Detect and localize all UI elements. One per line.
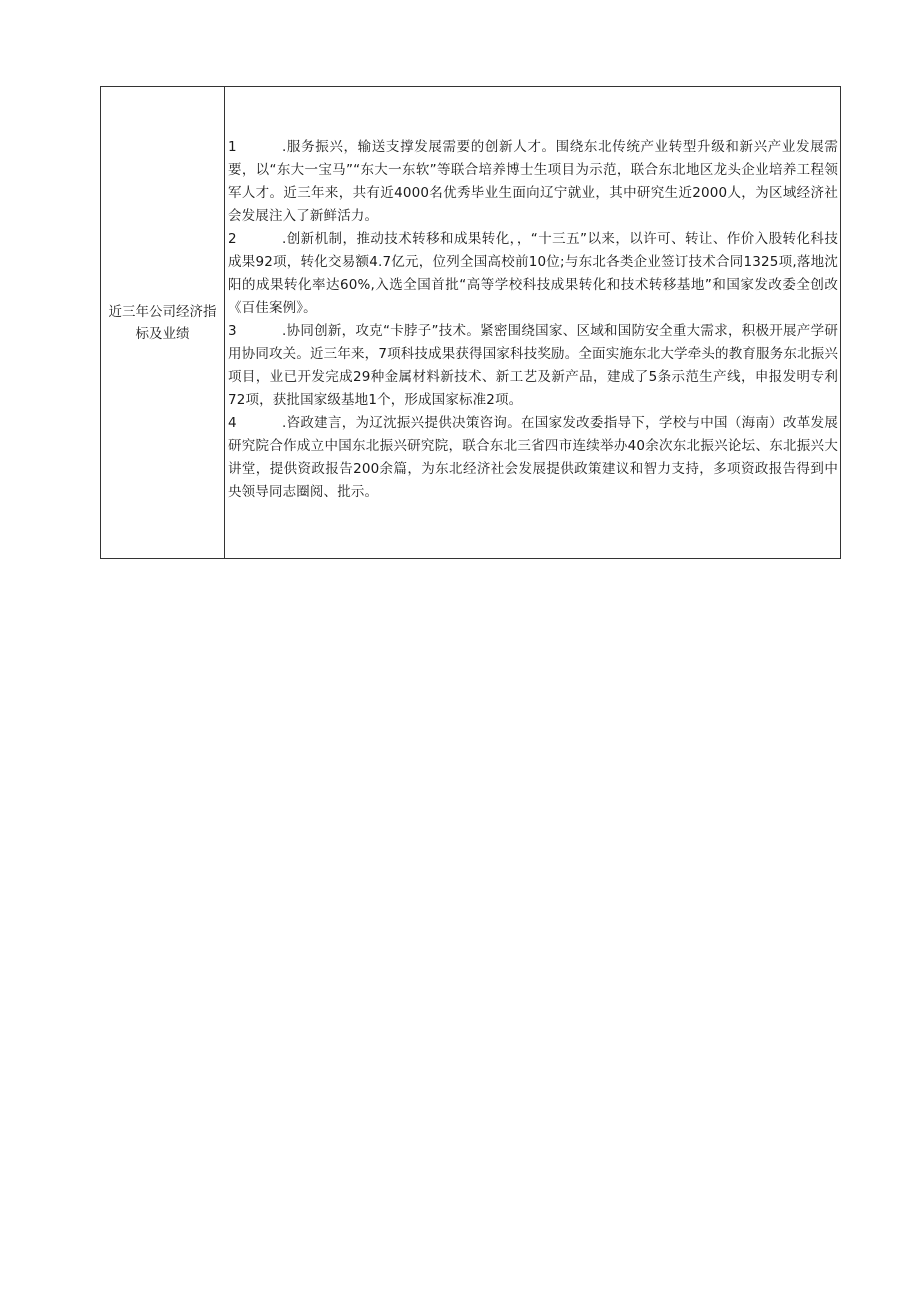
list-item-2	[228, 228, 838, 320]
list-item-number: 4	[228, 415, 237, 431]
list-item-text: .协同创新，攻克“卡脖子”技术。紧密围绕国家、区域和国防安全重大需求，积极开展产学研用协同攻关。近三年来，7项科技成果获得国家科技奖励。全面实施东北大学牵头的教育服务东北振兴项目，业已开发完成29种金属材料新技术、新工艺及新产品，建成了5条示范生产线，申报发明专利72项，获批国家级基地1个，形成国家标准2项。	[228, 323, 838, 408]
list-item-text: .咨政建言，为辽沈振兴提供决策咨询。在国家发改委指导下，学校与中国（海南）改革发展研究院合作成立中国东北振兴研究院，联合东北三省四市连续举办40余次东北振兴论坛、东北振兴大讲堂，提供资政报告200余篇，为东北经济社会发展提供政策建议和智力支持，多项资政报告得到中央领导同志圈阅、批示。	[228, 415, 838, 500]
list-item-text: .服务振兴，输送支撑发展需要的创新人才。围绕东北传统产业转型升级和新兴产业发展需要，以“东大一宝马”“东大一东软”等联合培养博士生项目为示范，联合东北地区龙头企业培养工程领军人才。近三年来，共有近4000名优秀毕业生面向辽宁就业，其中研究生近2000人，为区域经济社会发展注入了新鲜活力。	[228, 139, 838, 224]
row-content-cell	[225, 87, 840, 558]
list-item-4	[228, 412, 838, 504]
info-table	[100, 86, 841, 559]
list-item-3	[228, 320, 838, 412]
row-label: 近三年公司经济指标及业绩	[108, 303, 217, 342]
list-item-1	[228, 136, 838, 228]
list-item-number: 3	[228, 323, 237, 339]
list-item-number: 1	[228, 139, 237, 155]
list-item-text: .创新机制，推动技术转移和成果转化，，“十三五”以来，以许可、转让、作价入股转化科技成果92项，转化交易额4.7亿元，位列全国高校前10位;与东北各类企业签订技术合同1325项,落地沈阳的成果转化率达60%,入选全国首批“高等学校科技成果转化和技术转移基地”和国家发改委全创改《百佳案例》。	[228, 231, 838, 316]
row-label-cell	[101, 87, 225, 558]
list-item-number: 2	[228, 231, 237, 247]
